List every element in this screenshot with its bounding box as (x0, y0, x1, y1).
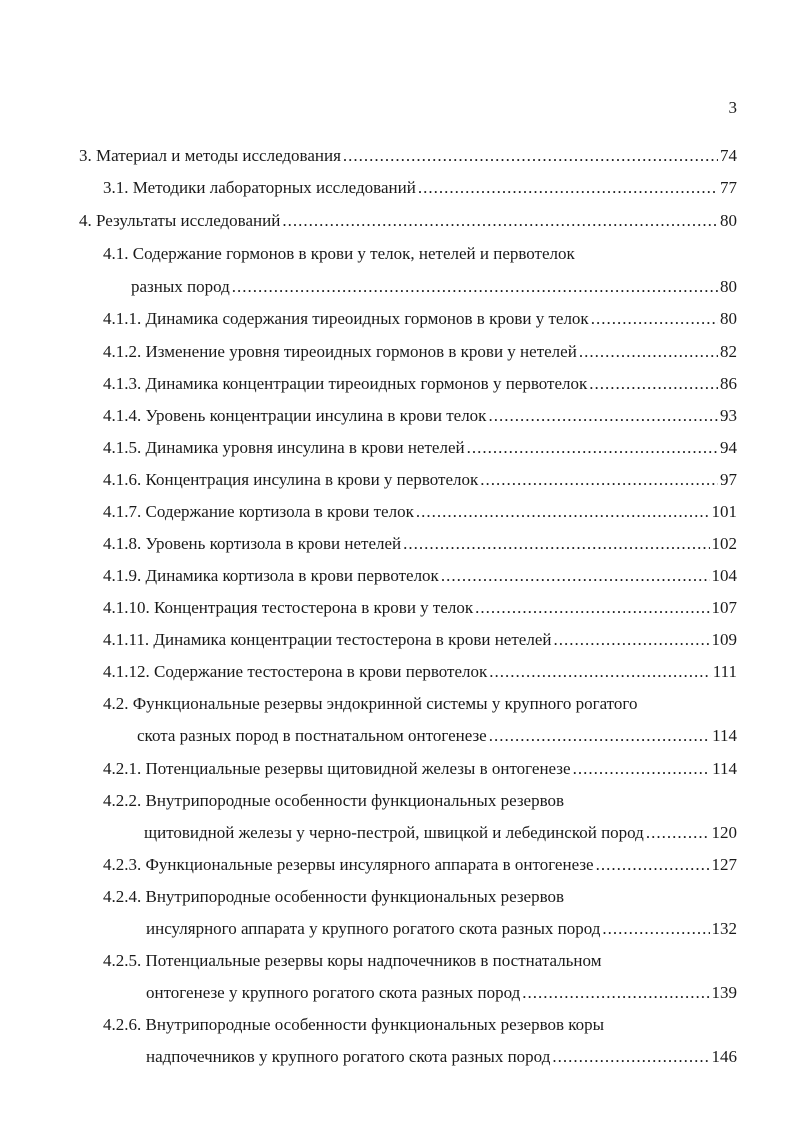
toc-entry-title: 4.1.11. Динамика концентрации тестостерона в крови нетелей (103, 630, 552, 649)
toc-entry (103, 887, 564, 907)
toc-entry (103, 566, 737, 586)
toc-entry-title: 4.1.7. Содержание кортизола в крови телок (103, 502, 414, 521)
toc-leader (589, 374, 718, 394)
toc-entry (103, 791, 564, 811)
toc-entry (103, 178, 737, 198)
toc-entry (103, 694, 637, 714)
toc-entry-title: 4.2.2. Внутрипородные особенности функциональных резервов (103, 791, 565, 810)
toc-entry (103, 470, 737, 490)
toc-entry (103, 534, 737, 554)
toc-entry-page: 77 (720, 178, 737, 197)
toc-entry-title: 4.1. Содержание гормонов в крови у телок, нетелей и первотелок (103, 244, 575, 263)
toc-leader (489, 662, 710, 682)
toc-entry-page: 111 (712, 662, 737, 681)
toc-entry-title: 4.1.10. Концентрация тестостерона в крови у телок (103, 598, 474, 617)
toc-entry-title: 4.2.5. Потенциальные резервы коры надпочечников в постнатальном (103, 951, 602, 970)
toc-entry-page: 107 (711, 598, 737, 617)
toc-entry-page: 86 (720, 374, 737, 393)
toc-leader (343, 146, 718, 166)
toc-entry (103, 374, 737, 394)
toc-entry-page: 139 (711, 983, 737, 1002)
toc-entry (103, 855, 737, 875)
toc-leader (232, 277, 718, 297)
toc-entry (103, 502, 737, 522)
toc-leader (467, 438, 718, 458)
toc-entry (103, 244, 575, 264)
toc-entry (103, 598, 737, 618)
toc-entry-title: 4.2.6. Внутрипородные особенности функциональных резервов коры (103, 1015, 605, 1034)
toc-leader (591, 309, 718, 329)
toc-entry-title: 4.2.4. Внутрипородные особенности функциональных резервов (103, 887, 565, 906)
toc-leader (441, 566, 710, 586)
toc-entry (131, 277, 737, 297)
toc-entry-page: 102 (711, 534, 737, 553)
toc-leader (403, 534, 709, 554)
toc-entry-page: 104 (711, 566, 737, 585)
toc-leader (552, 1047, 709, 1067)
toc-entry-page: 97 (720, 470, 737, 489)
toc-entry (103, 438, 737, 458)
toc-entry-page: 80 (720, 211, 737, 230)
toc-entry-page: 80 (720, 277, 737, 296)
toc-entry (103, 630, 737, 650)
toc-entry (146, 983, 737, 1003)
toc-entry-title: 4.1.5. Динамика уровня инсулина в крови нетелей (103, 438, 465, 457)
toc-leader (488, 406, 718, 426)
toc-entry (79, 211, 737, 231)
toc-entry-title: 3. Материал и методы исследования (79, 146, 341, 165)
toc-entry-page: 80 (720, 309, 737, 328)
toc-entry-page: 120 (711, 823, 737, 842)
toc-leader (475, 598, 709, 618)
page-number: 3 (728, 98, 737, 117)
toc-entry-title: 4.1.3. Динамика концентрации тиреоидных гормонов у первотелок (103, 374, 588, 393)
toc-entry-title: 4.1.8. Уровень кортизола в крови нетелей (103, 534, 402, 553)
toc-entry (103, 759, 737, 779)
toc-entry (103, 309, 737, 329)
toc-entry (103, 662, 737, 682)
toc-leader (522, 983, 709, 1003)
toc-entry-page: 109 (711, 630, 737, 649)
toc-entry (103, 406, 737, 426)
toc-entry-title: разных пород (131, 277, 230, 296)
toc-entry-title: 4.1.4. Уровень концентрации инсулина в крови телок (103, 406, 487, 425)
toc-leader (416, 502, 710, 522)
toc-entry-title: 3.1. Методики лабораторных исследований (103, 178, 416, 197)
toc-entry (79, 146, 737, 166)
toc-entry-title: 4.1.12. Содержание тестостерона в крови первотелок (103, 662, 488, 681)
toc-entry (137, 726, 737, 746)
toc-entry (146, 919, 737, 939)
toc-entry-page: 94 (720, 438, 737, 457)
toc-leader (646, 823, 710, 843)
toc-leader (282, 211, 718, 231)
toc-entry-page: 82 (720, 342, 737, 361)
toc-entry (103, 1015, 604, 1035)
toc-entry-title: скота разных пород в постнатальном онтогенезе (137, 726, 487, 745)
toc-entry-page: 114 (712, 726, 737, 745)
toc-entry-page: 93 (720, 406, 737, 425)
toc-leader (480, 470, 718, 490)
toc-entry (103, 342, 737, 362)
toc-entry-title: щитовидной железы у черно-пестрой, швицкой и лебединской пород (144, 823, 644, 842)
toc-entry-page: 114 (712, 759, 737, 778)
toc-leader (596, 855, 710, 875)
toc-entry-title: 4.1.9. Динамика кортизола в крови первотелок (103, 566, 439, 585)
toc-entry (146, 1047, 737, 1067)
toc-entry-title: онтогенезе у крупного рогатого скота разных пород (146, 983, 521, 1002)
toc-entry-title: 4.1.6. Концентрация инсулина в крови у первотелок (103, 470, 479, 489)
toc-entry-title: 4.2. Функциональные резервы эндокринной системы у крупного рогатого (103, 694, 638, 713)
toc-leader (418, 178, 718, 198)
toc-entry (144, 823, 737, 843)
toc-entry-title: 4.2.1. Потенциальные резервы щитовидной железы в онтогенезе (103, 759, 571, 778)
toc-entry-title: надпочечников у крупного рогатого скота разных пород (146, 1047, 551, 1066)
toc-entry-page: 146 (711, 1047, 737, 1066)
toc-leader (553, 630, 709, 650)
toc-entry-title: 4.1.1. Динамика содержания тиреоидных гормонов в крови у телок (103, 309, 589, 328)
toc-entry-title: 4.2.3. Функциональные резервы инсулярного аппарата в онтогенезе (103, 855, 594, 874)
toc-leader (579, 342, 718, 362)
toc-entry-page: 74 (720, 146, 737, 165)
toc-entry-page: 132 (711, 919, 737, 938)
toc-entry-title: инсулярного аппарата у крупного рогатого скота разных пород (146, 919, 601, 938)
toc-entry-title: 4.1.2. Изменение уровня тиреоидных гормонов в крови у нетелей (103, 342, 577, 361)
toc-entry (103, 951, 601, 971)
toc-entry-page: 127 (711, 855, 737, 874)
toc-leader (602, 919, 709, 939)
toc-leader (489, 726, 710, 746)
toc-entry-page: 101 (711, 502, 737, 521)
toc-entry-title: 4. Результаты исследований (79, 211, 281, 230)
toc-leader (573, 759, 711, 779)
